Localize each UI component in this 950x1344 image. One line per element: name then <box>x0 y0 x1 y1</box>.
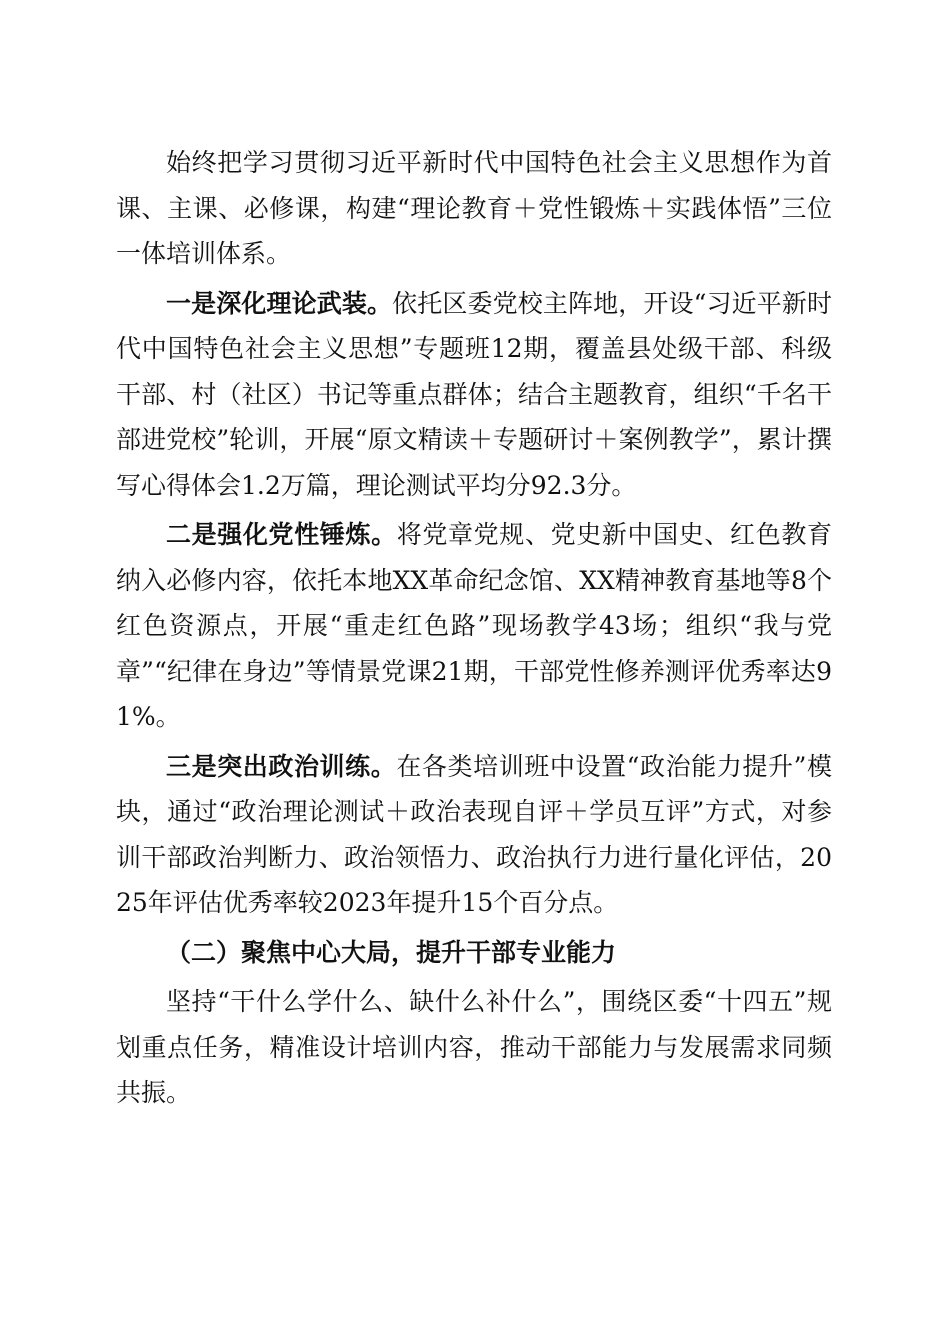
paragraph-lead: 二是强化党性锤炼。 <box>166 520 397 549</box>
paragraph-text: 将党章党规、党史新中国史、红色教育纳入必修内容，依托本地XX革命纪念馆、XX精神教育基地等8个红色资源点，开展“重走红色路”现场教学43场；组织“我与党章”“纪律在身边”等情景党课21期，干部党性修养测评优秀率达91%。 <box>116 520 832 731</box>
paragraph-text: 始终把学习贯彻习近平新时代中国特色社会主义思想作为首课、主课、必修课，构建“理论教育＋党性锻炼＋实践体悟”三位一体培训体系。 <box>116 148 832 268</box>
paragraph-text: 依托区委党校主阵地，开设“习近平新时代中国特色社会主义思想”专题班12期，覆盖县处级干部、科级干部、村（社区）书记等重点群体；结合主题教育，组织“千名干部进党校”轮训，开展“原文精读＋专题研讨＋案例教学”，累计撰写心得体会1.2万篇，理论测试平均分92.3分。 <box>116 288 832 500</box>
paragraph-political-training <box>116 744 832 926</box>
paragraph-lead: 一是深化理论武装。 <box>166 288 393 318</box>
document-body <box>116 140 832 1120</box>
paragraph-intro <box>116 140 832 277</box>
paragraph-text: 在各类培训班中设置“政治能力提升”模块，通过“政治理论测试＋政治表现自评＋学员互评”方式，对参训干部政治判断力、政治领悟力、政治执行力进行量化评估，2025年评估优秀率较2023年提升15个百分点。 <box>116 751 832 917</box>
paragraph-closing <box>116 979 832 1116</box>
paragraph-text: 坚持“干什么学什么、缺什么补什么”，围绕区委“十四五”规划重点任务，精准设计培训内容，推动干部能力与发展需求同频共振。 <box>116 987 832 1107</box>
paragraph-party-spirit <box>116 512 832 740</box>
paragraph-theory <box>116 281 832 509</box>
paragraph-lead: 三是突出政治训练。 <box>166 751 397 781</box>
section-heading: （二）聚焦中心大局，提升干部专业能力 <box>166 937 617 967</box>
